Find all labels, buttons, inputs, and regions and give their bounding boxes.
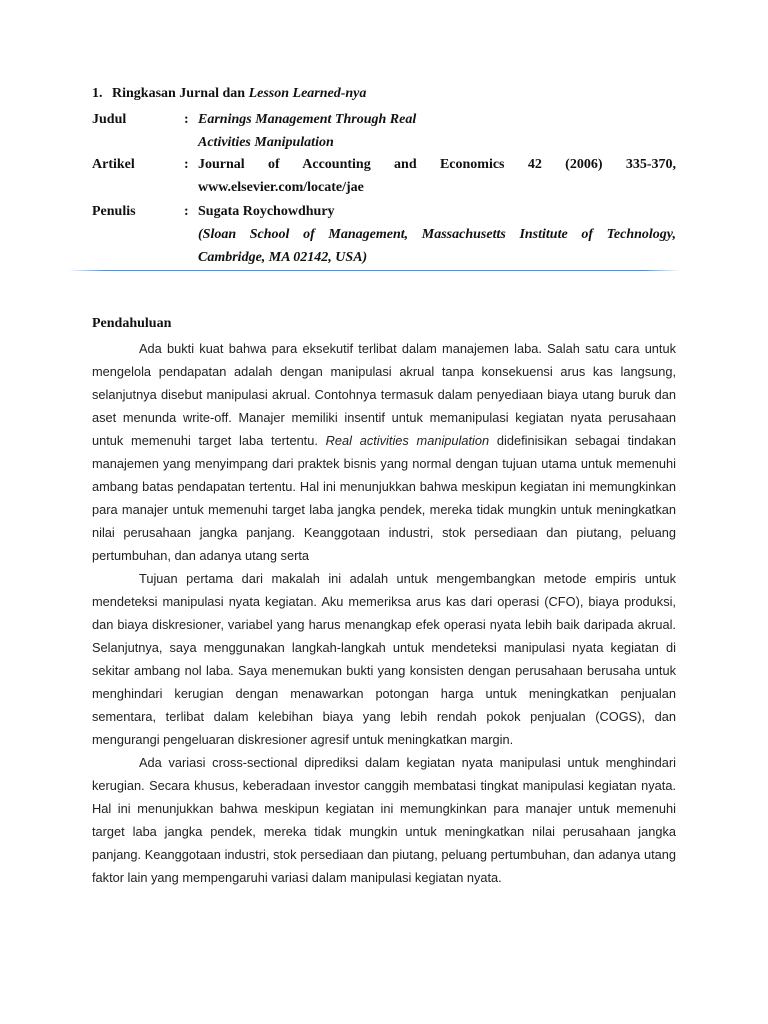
meta-colon: :	[184, 112, 189, 127]
meta-label-artikel: Artikel	[92, 157, 135, 172]
heading-italic-text: Lesson Learned-nya	[248, 86, 367, 101]
meta-colon: :	[184, 204, 189, 219]
emphasis-term: Real activities manipulation	[325, 433, 490, 448]
artikel-line-1: Journal of Accounting and Economics 42 (2006) 335-370,	[198, 157, 676, 172]
penulis-affiliation-2: Cambridge, MA 02142, USA)	[198, 250, 368, 265]
artikel-line-2: www.elsevier.com/locate/jae	[198, 180, 364, 195]
heading-text: Ringkasan Jurnal dan	[112, 86, 249, 101]
paragraph-3: Ada variasi cross-sectional diprediksi dalam kegiatan nyata manipulasi untuk menghindari kerugian. Secara khusus, keberadaan investor canggih membatasi tingkat manipulasi kegiatan nyata. Hal ini menunjukkan bahwa meskipun kegiatan ini memungkinkan para manajer untuk memenuhi target laba jangka pendek, mereka tidak mungkin untuk meningkatkan nilai perusahaan jangka panjang. Keanggotaan industri, stok persediaan dan piutang, peluang pertumbuhan, dan adanya utang faktor lain yang mempengaruhi variasi dalam manipulasi kegiatan nyata.	[92, 755, 676, 885]
judul-line-1: Earnings Management Through Real	[198, 112, 417, 127]
section-body	[92, 337, 676, 889]
heading-number: 1.	[92, 86, 103, 101]
meta-colon: :	[184, 157, 189, 172]
meta-row-penulis	[92, 200, 676, 269]
penulis-name: Sugata Roychowdhury	[198, 204, 335, 219]
meta-label-judul: Judul	[92, 112, 127, 127]
header-divider	[68, 270, 680, 271]
meta-value-artikel	[198, 153, 676, 199]
paragraph-1: Ada bukti kuat bahwa para eksekutif terlibat dalam manajemen laba. Salah satu cara untuk mengelola pendapatan adalah dengan manipulasi akrual tanpa konsekuensi arus kas langsung, selanjutnya disebut manipulasi akrual. Contohnya termasuk dalam penyediaan biaya utang buruk dan aset menunda write-off. Manajer memiliki insentif untuk memanipulasi kegiatan nyata perusahaan untuk memenuhi target laba tertentu. Real activities manipulation didefinisikan sebagai tindakan manajemen yang menyimpang dari praktek bisnis yang normal dengan tujuan utama untuk memenuhi ambang batas pendapatan tertentu. Hal ini menunjukkan bahwa meskipun kegiatan ini memungkinkan para manajer untuk memenuhi target laba jangka pendek, mereka tidak mungkin untuk meningkatkan nilai perusahaan jangka panjang. Keanggotaan industri, stok persediaan dan piutang, peluang pertumbuhan, dan adanya utang serta	[92, 341, 677, 563]
penulis-affiliation-1: (Sloan School of Management, Massachusetts Institute of Technology,	[198, 227, 676, 242]
meta-label-penulis: Penulis	[92, 204, 136, 219]
judul-line-2: Activities Manipulation	[198, 135, 334, 150]
meta-value-penulis	[198, 200, 676, 269]
section-title: Pendahuluan	[92, 316, 172, 331]
paragraph-2: Tujuan pertama dari makalah ini adalah untuk mengembangkan metode empiris untuk mendeteksi manipulasi nyata kegiatan. Aku memeriksa arus kas dari operasi (CFO), biaya produksi, dan biaya diskresioner, variabel yang harus menangkap efek operasi nyata lebih baik daripada akrual. Selanjutnya, saya menggunakan langkah-langkah untuk mendeteksi manipulasi nyata kegiatan di sekitar ambang nol laba. Saya menemukan bukti yang konsisten dengan perusahaan berusaha untuk menghindari kerugian dengan menawarkan potongan harga untuk meningkatkan penjualan sementara, terlibat dalam kelebihan biaya yang lebih rendah pokok penjualan (COGS), dan mengurangi pengeluaran diskresioner agresif untuk meningkatkan margin.	[92, 571, 676, 747]
section-heading	[92, 86, 366, 102]
meta-value-judul	[198, 108, 676, 154]
meta-row-judul	[92, 108, 676, 154]
meta-row-artikel	[92, 153, 676, 199]
